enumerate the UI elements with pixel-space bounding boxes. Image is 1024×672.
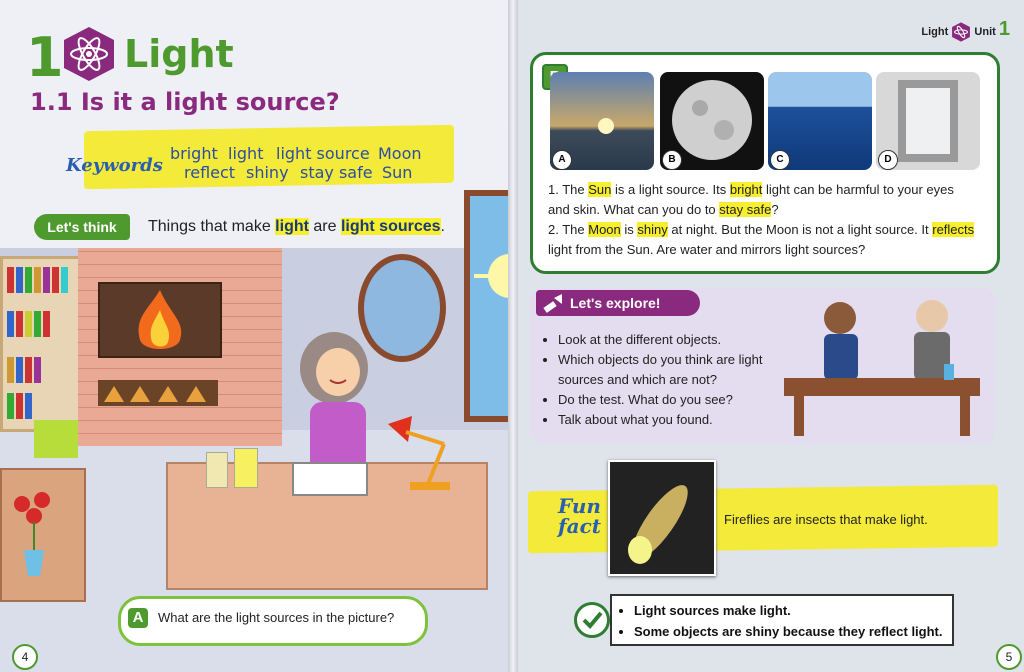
checkmark-icon: [574, 602, 610, 638]
explore-tag: Let's explore!: [536, 290, 700, 316]
list-item: • Which objects do you think are light sources and which are not?: [558, 350, 808, 390]
sun-icon: [470, 196, 512, 416]
lets-think-tag: Let's think: [34, 214, 130, 240]
matchbox: [206, 452, 228, 488]
glass-of-juice: [234, 448, 258, 488]
keyword: light source: [276, 144, 370, 163]
fireplace-opening: [98, 282, 222, 358]
photo-label: C: [770, 150, 790, 170]
keyword: Sun: [382, 163, 413, 182]
list-item: • Light sources make light.: [634, 600, 943, 621]
explore-list: [544, 330, 808, 430]
photo-label: B: [662, 150, 682, 170]
fun-fact-label: Fun fact: [558, 494, 601, 538]
think-sentence: Things that make light are light sources.: [148, 218, 445, 235]
keyword: light: [228, 144, 264, 163]
atom-hexagon-icon: [62, 26, 116, 82]
desk-lamp-icon: [384, 414, 460, 492]
fireplace-logs: [98, 380, 218, 406]
lesson-title: 1.1 Is it a light source?: [30, 88, 340, 116]
open-book: [292, 462, 368, 496]
photo-label: D: [878, 150, 898, 170]
unit-title: Light: [124, 32, 234, 76]
keyword: shiny: [246, 163, 289, 182]
bookshelf: [0, 256, 84, 432]
activity-b-item-2: 2. The Moon is shiny at night. But the Moon is not a light source. It reflects light from the Sun. Are water and mirrors light sources?: [548, 222, 975, 257]
firefly-photo: [608, 460, 716, 576]
page-number-right: 5: [996, 644, 1022, 670]
list-item: • Talk about what you found.: [558, 410, 808, 430]
list-item: • Look at the different objects.: [558, 330, 808, 350]
window: [464, 190, 512, 422]
activity-a-question: What are the light sources in the picture?: [158, 610, 395, 625]
fun-fact-text: Fireflies are insects that make light.: [724, 512, 928, 527]
flower-vase-icon: [12, 492, 56, 578]
girl-illustration: [290, 328, 380, 478]
keyword: bright: [170, 144, 218, 163]
green-lamp: [34, 420, 78, 458]
activity-b-item-1: 1. The Sun is a light source. Its bright light can be harmful to your eyes and skin. What can you do to stay safe?: [548, 182, 954, 217]
keyword: stay safe: [300, 163, 373, 182]
list-item: • Do the test. What do you see?: [558, 390, 808, 410]
flashlight-icon: [542, 292, 564, 314]
fire-icon: [100, 284, 220, 356]
children-experiment-illustration: [784, 294, 984, 440]
summary-list: [620, 600, 943, 642]
list-item: • Some objects are shiny because they reflect light.: [634, 621, 943, 642]
book-spine: [508, 0, 518, 672]
keyword: Moon: [378, 144, 422, 163]
activity-b-text: [548, 180, 978, 260]
keywords-label: Keywords: [66, 155, 163, 176]
running-header: Light Unit 1: [921, 18, 1010, 42]
unit-number: 1: [26, 26, 64, 89]
keyword: reflect: [184, 163, 236, 182]
photo-label: A: [552, 150, 572, 170]
activity-a-tag: A: [128, 608, 148, 628]
page-number-left: 4: [12, 644, 38, 670]
atom-hexagon-icon: [951, 22, 971, 42]
